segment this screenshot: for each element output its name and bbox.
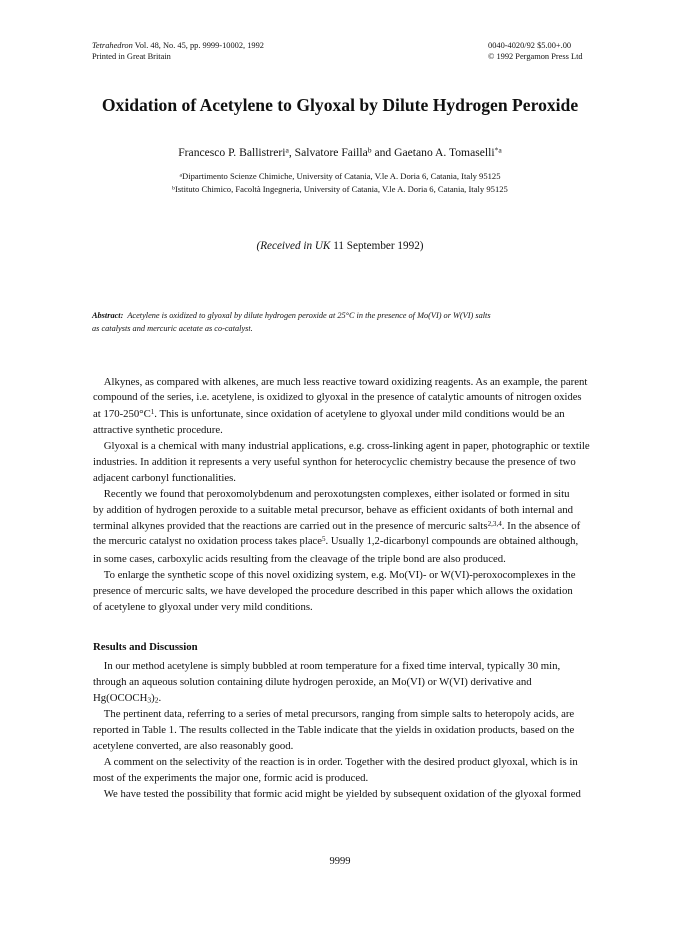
paragraph: [93, 567, 583, 615]
text-line: [93, 518, 583, 534]
subscript: 3: [147, 695, 152, 705]
running-header-left: [92, 41, 264, 62]
text-run: terminal alkynes provided that the reactions are carried out in the presence of mercuric salts: [93, 520, 488, 533]
text-run: .: [158, 692, 162, 705]
text-run: at 170-250°C: [93, 408, 151, 421]
text-line: of acetylene to glyoxal under very mild conditions.: [93, 600, 313, 613]
author-affiliation-mark: a: [285, 145, 289, 155]
section-heading: Results and Discussion: [93, 641, 198, 653]
paragraph: [93, 786, 583, 802]
text-line: The pertinent data, referring to a series of metal precursors, ranging from simple salts to heteropoly acids, are: [103, 708, 575, 721]
price-code: 0040-4020/92 $5.00+.00: [488, 41, 572, 50]
text-line: Alkynes, as compared with alkenes, are much less reactive toward oxidizing reagents. As an example, the parent: [103, 376, 588, 388]
text-run: . This is unfortunate, since oxidation of acetylene to glyoxal under mild conditions would be an: [154, 408, 565, 421]
abstract-label: Abstract:: [92, 311, 124, 320]
author-separator: and: [371, 146, 395, 159]
citation-details: Vol. 48, No. 45, pp. 9999-10002, 1992: [134, 41, 264, 50]
text-line: A comment on the selectivity of the reaction is in order. Together with the desired product glyoxal, which is in: [103, 756, 578, 769]
text-line: industries. In addition it represents a very useful synthon for heterocyclic chemistry because the presence of two: [93, 456, 576, 469]
paper-title: Oxidation of Acetylene to Glyoxal by Dilute Hydrogen Peroxide: [101, 95, 579, 115]
text-line: [93, 690, 583, 706]
affiliation-text: Istituto Chimico, Facoltà Ingegneria, University of Catania, V.le A. Doria 6, Catania, Italy 95125: [174, 183, 508, 194]
text-line: Glyoxal is a chemical with many industrial applications, e.g. cross-linking agent in paper, photographic or textile: [103, 440, 590, 453]
text-line: reported in Table 1. The results collected in the Table indicate that the yields in oxidation products, based on the: [93, 724, 575, 737]
text-line: Recently we found that peroxomolybdenum and peroxotungsten complexes, either isolated or formed in situ: [103, 488, 570, 501]
reference-mark: 5: [321, 535, 326, 544]
affiliation-mark: a: [179, 172, 182, 179]
paragraph: [93, 658, 583, 706]
received-label: (Received in UK: [256, 240, 331, 252]
text-line: adjacent carbonyl functionalities.: [93, 472, 236, 485]
abstract-text: Acetylene is oxidized to glyoxal by dilute hydrogen peroxide at 25°C in the presence of Mo(VI) or W(VI) salts: [127, 311, 491, 320]
text-run: the mercuric catalyst no oxidation process takes place: [93, 536, 322, 548]
abstract-line: as catalysts and mercuric acetate as co-catalyst.: [92, 323, 253, 333]
text-line: attractive synthetic procedure.: [93, 424, 223, 437]
affiliations: [0, 170, 680, 195]
journal-citation: [92, 41, 264, 52]
author-list: [0, 146, 680, 159]
author-separator: ,: [288, 146, 295, 159]
author-name: Salvatore Failla: [294, 146, 368, 159]
text-run: Hg(OCOCH: [93, 692, 148, 705]
text-line: To enlarge the synthetic scope of this novel oxidizing system, e.g. Mo(VI)- or W(VI)-peroxocomplexes in the: [103, 568, 576, 581]
paragraph: [93, 486, 583, 566]
affiliation: [0, 183, 680, 196]
text-line: most of the experiments the major one, formic acid is produced.: [93, 772, 369, 785]
paragraph: [93, 374, 588, 438]
author-name: Francesco P. Ballistreri: [178, 146, 286, 159]
journal-name: Tetrahedron: [92, 41, 133, 50]
paragraph: [93, 706, 583, 754]
text-line: by addition of hydrogen peroxide to a suitable metal precursor, behave as efficient oxidants of both internal and: [93, 504, 573, 517]
results-section: [93, 658, 583, 802]
text-line: We have tested the possibility that formic acid might be yielded by subsequent oxidation of the glyoxal formed: [103, 788, 581, 801]
paragraph: [93, 754, 583, 786]
affiliation: [0, 170, 680, 183]
author-name: Gaetano A. Tomaselli: [394, 146, 495, 159]
text-run: . In the absence of: [501, 520, 581, 533]
text-line: [93, 534, 583, 550]
text-line: In our method acetylene is simply bubbled at room temperature for a fixed time interval, typically 30 min,: [103, 660, 561, 672]
running-header-right: [488, 41, 583, 62]
received-value: 11 September 1992): [333, 240, 424, 252]
abstract-line: [92, 310, 562, 323]
text-line: acetylene converted, are also reasonably good.: [93, 740, 294, 753]
received-date: [0, 240, 680, 252]
printed-in: Printed in Great Britain: [92, 51, 171, 61]
introduction: [93, 374, 590, 615]
affiliation-text: Dipartimento Scienze Chimiche, University of Catania, V.le A. Doria 6, Catania, Italy 95125: [181, 171, 501, 181]
text-run: . Usually 1,2-dicarbonyl compounds are obtained although,: [325, 536, 579, 548]
abstract: [92, 310, 562, 335]
text-line: through an aqueous solution containing dilute hydrogen peroxide, an Mo(VI) or W(VI) derivative and: [93, 676, 532, 689]
reference-mark: 1: [150, 407, 155, 416]
text-line: compound of the series, i.e. acetylene, is oxidized to glyoxal in the presence of catalytic amounts of nitrogen oxides: [93, 392, 582, 404]
text-line: presence of mercuric salts, we have developed the procedure described in this paper which allows the oxidation: [93, 584, 573, 597]
text-run: ): [151, 692, 155, 705]
reference-mark: 2,3,4: [487, 520, 502, 529]
author-affiliation-mark: *a: [494, 145, 502, 155]
affiliation-mark: b: [172, 184, 175, 191]
copyright-line: © 1992 Pergamon Press Ltd: [488, 51, 583, 61]
text-line: in some cases, carboxylic acids resulting from the cleavage of the triple bond are also produced.: [93, 552, 506, 565]
paragraph: [93, 438, 590, 486]
author-affiliation-mark: b: [367, 145, 372, 155]
page-number: 9999: [329, 856, 351, 867]
text-line: [93, 406, 583, 422]
subscript: 2: [154, 695, 159, 705]
